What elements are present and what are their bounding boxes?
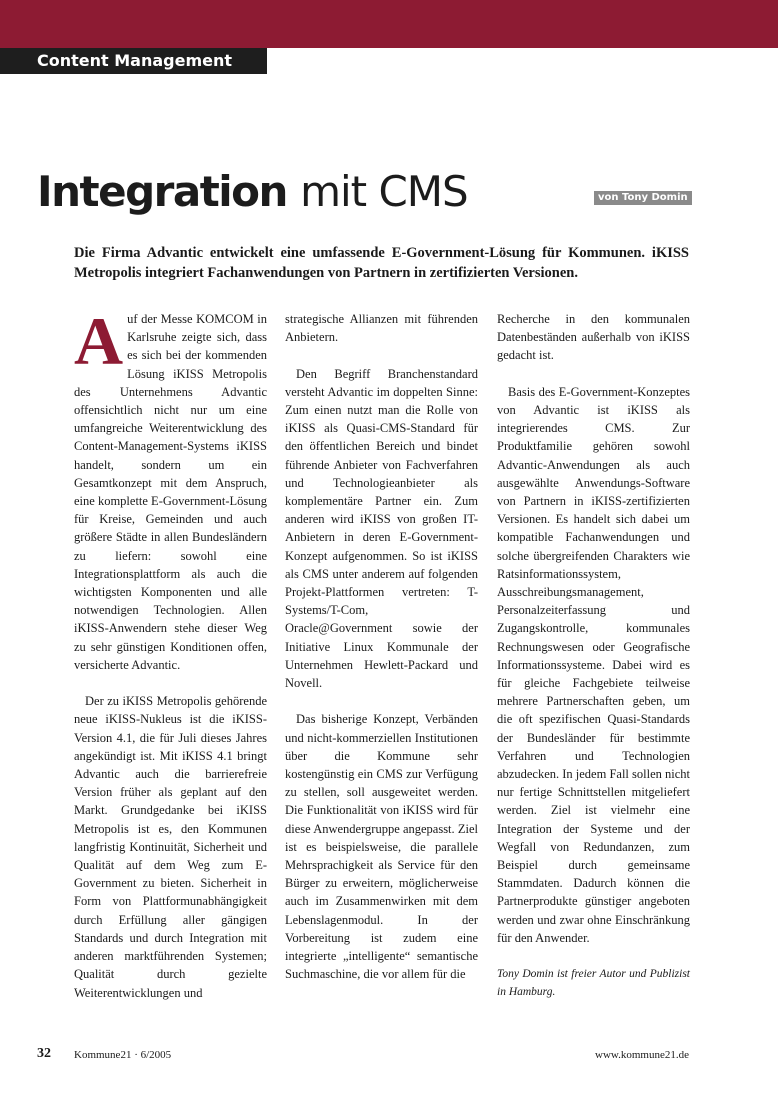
author-tag: von Tony Domin [594, 191, 692, 205]
paragraph: Den Begriff Branchenstandard versteht Advantic im doppelten Sinne: Zum einen nutzt man die Rolle von iKISS als Quasi-CMS-Standard für den öffentlichen Bereich und bindet führende Anbieter von Fachverfahren und Technologieanbieter als komplementäre Partner ein. Zum anderen wird iKISS von großen IT-Anbietern in deren E-Government-Konzept aufgenommen. So ist iKISS als CMS unter anderem auf folgenden Projekt-Plattformen vertreten: T-Systems/T-Com, Oracle@Government sowie der Initiative Linux Kommunale der Unternehmen Hewlett-Packard und Novell. [285, 366, 478, 691]
title-bold-part: Integration [37, 167, 287, 216]
column-2 [285, 310, 478, 983]
section-label: Content Management [0, 48, 267, 74]
paragraph: Basis des E-Government-Konzeptes von Advantic ist iKISS als integrierendes CMS. Zur Produktfamilie gehören sowohl Advantic-Anwendungen als auch ausgewählte Anwendungs-Software von Partnern in iKISS-zertifizierten Versionen. Es handelt sich dabei um kompatible Fachanwendungen und solche übergreifenden Charakters wie Ratsinformationssystem, Ausschreibungsmanagement, Personalzeiterfassung und Zugangskontrolle, kommunales Rechnungswesen oder Geografische Informationssysteme. Dabei wird es für gleiche Fachgebiete teilweise mehrere Partnerschaften geben, um die oft spezifischen Quasi-Standards der Bundesländer für bestimmte Verfahren und Technologien abzudecken. In jedem Fall sollen nicht nur fertige Schnittstellen mitgeliefert werden. Ziel ist vielmehr eine Integration der Systeme und der Wegfall von Redundanzen, zum Beispiel durch gemeinsame Stammdaten. Dadurch können die Partnerprodukte günstiger angeboten werden und zwar ohne Einschränkung für den Anwender. [497, 384, 690, 945]
page-number: 32 [37, 1046, 51, 1061]
website-link[interactable]: www.kommune21.de [595, 1049, 689, 1061]
author-bio: Tony Domin ist freier Autor und Publizist in Hamburg. [497, 968, 690, 999]
paragraph [74, 303, 267, 674]
paragraph: Der zu iKISS Metropolis gehörende neue iKISS-Nukleus ist die iKISS-Version 4.1, die für Juli dieses Jahres angekündigt ist. Mit iKISS 4.1 bringt Advantic auch die barrierefreie Version früher als geplant auf den Markt. Grundgedanke bei iKISS Metropolis ist es, den Kommunen langfristig Kontinuität, Sicherheit und Qualität auf dem Weg zum E-Government zu bieten. Sicherheit in Form von Plattformunabhängigkeit durch Erfüllung aller gängigen Standards und durch Integration mit anderen marktführenden Systemen; Qualität durch gezielte Weiterentwicklungen und [74, 694, 267, 1000]
paragraph: strategische Allianzen mit führenden Anbietern. [285, 312, 478, 345]
paragraph-text: uf der Messe KOMCOM in Karlsruhe zeigte sich, dass es sich bei der kommenden Lösung iKISS Metropolis des Unternehmens Advantic offensichtlich nicht nur um eine umfangreiche Weiterentwicklung des Content-Management-Systems iKISS handelt, sondern um ein Gesamtkonzept mit dem Anspruch, eine komplette E-Government-Lösung für Kreise, Gemeinden und auch größere Städte in allen Bundesländern zu liefern: sowohl eine Integrationsplattform als auch die wichtigsten Komponenten und alle notwendigen Technologien. Allen iKISS-Anwendern stehe dieser Weg zu sehr günstigen Konditionen offen, versicherte Advantic. [74, 312, 267, 672]
title-light-part: mit CMS [300, 167, 468, 216]
article-title [37, 166, 468, 218]
drop-cap: A [74, 303, 124, 379]
lead-paragraph: Die Firma Advantic entwickelt eine umfassende E-Government-Lösung für Kommunen. iKISS Metropolis integriert Fachanwendungen von Partnern in zertifizierten Versionen. [74, 245, 689, 281]
column-1 [74, 303, 267, 1002]
header-bar [0, 0, 778, 48]
column-3 [497, 310, 690, 1002]
paragraph: Das bisherige Konzept, Verbänden und nicht-kommerziellen Institutionen über die Kommune sehr kostengünstig ein CMS zur Verfügung zu stellen, soll ausgeweitet werden. Die Funktionalität von iKISS wird für diese Anwendergruppe angepasst. Ziel ist es beispielsweise, die parallele Mehrsprachigkeit als Service für den Bürger zu erweitern, möglicherweise auch im Zusammenwirken mit dem Lebenslagenmodul. In der Vorbereitung ist zudem eine integrierte „intelligente“ semantische Suchmaschine, die vor allem für die [285, 712, 478, 982]
magazine-issue: Kommune21 · 6/2005 [74, 1049, 172, 1061]
paragraph: Recherche in den kommunalen Datenbeständen außerhalb von iKISS gedacht ist. [497, 312, 690, 363]
